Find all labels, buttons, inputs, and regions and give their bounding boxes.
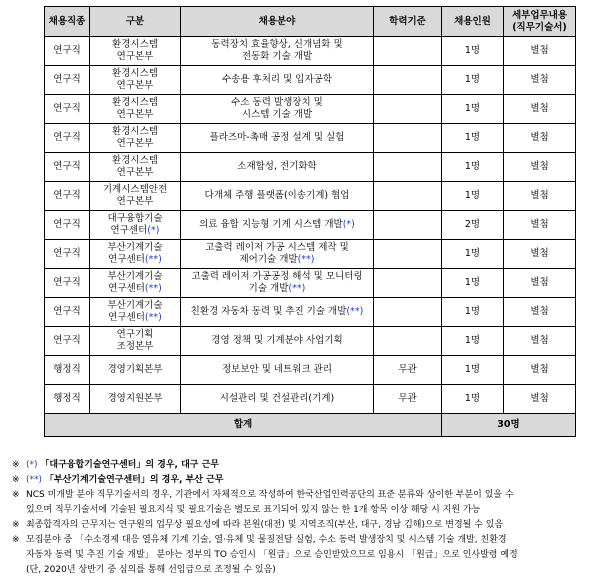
division-cell — [90, 66, 181, 95]
field-text: 수소 동력 발생장치 및 시스템 기술 개발 — [231, 97, 323, 120]
field-text: 경영 정책 및 기계분야 사업기획 — [211, 335, 343, 346]
field-mark: (*) — [342, 219, 355, 230]
table-row — [45, 153, 576, 182]
note-bold-text: 「부산기계기술연구센터」의 경우, 부산 근무 — [44, 475, 224, 485]
note-body — [26, 458, 587, 473]
education-cell — [374, 153, 442, 182]
note-mark: ※ — [12, 475, 20, 485]
column-header: 구분 — [90, 7, 181, 37]
detail-cell: 별첨 — [504, 37, 576, 66]
field-mark: (**) — [346, 306, 364, 317]
headcount-cell: 1명 — [442, 124, 504, 153]
field-cell — [181, 37, 374, 66]
note-item — [12, 458, 587, 473]
headcount-cell: 1명 — [442, 269, 504, 298]
job-category-cell: 행정직 — [45, 385, 90, 414]
detail-cell: 별첨 — [504, 153, 576, 182]
field-text: 친환경 자동차 동력 및 추진 기술 개발 — [190, 306, 347, 317]
division-text: 환경시스템 연구본부 — [112, 155, 158, 178]
job-category-cell: 연구직 — [45, 66, 90, 95]
education-cell — [374, 95, 442, 124]
division-text: 기계시스템안전 연구본부 — [102, 184, 168, 207]
headcount-cell: 2명 — [442, 211, 504, 240]
field-text: 고출력 레이저 가공 시스템 제작 및 제어기술 개발 — [205, 242, 349, 265]
headcount-cell: 1명 — [442, 182, 504, 211]
note-bold-text: 「대구융합기술연구센터」의 경우, 대구 근무 — [40, 460, 220, 470]
note-item — [12, 518, 587, 533]
total-row — [45, 414, 576, 437]
total-label: 합계 — [45, 414, 442, 437]
division-mark: (*) — [147, 225, 160, 236]
division-cell — [90, 124, 181, 153]
table-row — [45, 298, 576, 327]
division-cell — [90, 211, 181, 240]
field-cell — [181, 385, 374, 414]
field-cell — [181, 95, 374, 124]
division-text: 환경시스템 연구본부 — [112, 39, 158, 62]
note-mark: ※ — [12, 535, 20, 545]
detail-cell: 별첨 — [504, 211, 576, 240]
detail-cell: 별첨 — [504, 269, 576, 298]
division-cell — [90, 153, 181, 182]
division-text: 경영기획본부 — [107, 364, 163, 375]
table-row — [45, 124, 576, 153]
field-mark: (**) — [297, 254, 315, 265]
field-text: 정보보안 및 네트워크 관리 — [221, 364, 332, 375]
job-category-cell: 연구직 — [45, 298, 90, 327]
education-cell — [374, 66, 442, 95]
detail-cell: 별첨 — [504, 240, 576, 269]
detail-cell: 별첨 — [504, 385, 576, 414]
job-category-cell: 연구직 — [45, 327, 90, 356]
field-cell — [181, 298, 374, 327]
detail-cell: 별첨 — [504, 298, 576, 327]
field-cell — [181, 240, 374, 269]
field-cell — [181, 124, 374, 153]
table-row — [45, 95, 576, 124]
division-text: 부산기계기술 연구센터 — [107, 300, 163, 323]
education-cell — [374, 327, 442, 356]
education-cell — [374, 240, 442, 269]
note-item — [12, 533, 587, 578]
note-text: NCS 미개발 분야 직무기술서의 경우, 기관에서 자체적으로 작성하여 한국산업인력공단의 표준 분류와 상이한 부분이 있을 수 있으며 직무기술서에 기술된 필요지식 및 필요기술은 별도로 표기되어 있지 않는 한 1개 항목 이상 해당 시 지원 가능 — [26, 490, 514, 515]
job-category-cell: 연구직 — [45, 153, 90, 182]
notes-section — [12, 458, 587, 578]
field-text: 고출력 레이저 가공공정 해석 및 모니터링 기술 개발 — [191, 271, 363, 294]
field-cell — [181, 153, 374, 182]
job-category-cell: 행정직 — [45, 356, 90, 385]
division-text: 경영지원본부 — [107, 393, 163, 404]
division-cell — [90, 240, 181, 269]
detail-cell: 별첨 — [504, 182, 576, 211]
field-cell — [181, 182, 374, 211]
headcount-cell: 1명 — [442, 356, 504, 385]
field-text: 다개체 주행 플랫폼(이송기계) 협업 — [204, 190, 350, 201]
column-header: 채용직종 — [45, 7, 90, 37]
division-cell — [90, 269, 181, 298]
field-text: 플라즈마-촉매 공정 설계 및 실험 — [209, 132, 345, 143]
education-cell: 무관 — [374, 356, 442, 385]
education-cell — [374, 124, 442, 153]
field-text: 동력장치 효율향상, 신개념화 및 전동화 기술 개발 — [211, 39, 343, 62]
note-item — [12, 488, 587, 518]
field-cell — [181, 327, 374, 356]
total-value: 30명 — [442, 414, 576, 437]
division-cell — [90, 298, 181, 327]
division-mark: (**) — [144, 254, 162, 265]
division-cell — [90, 37, 181, 66]
education-cell — [374, 298, 442, 327]
recruitment-table — [44, 6, 576, 437]
field-text: 수송용 후처리 및 입자공학 — [221, 74, 332, 85]
detail-cell: 별첨 — [504, 66, 576, 95]
field-cell — [181, 356, 374, 385]
education-cell — [374, 269, 442, 298]
education-cell — [374, 182, 442, 211]
education-cell: 무관 — [374, 385, 442, 414]
division-mark: (**) — [144, 312, 162, 323]
division-text: 환경시스템 연구본부 — [112, 126, 158, 149]
division-text: 부산기계기술 연구센터 — [107, 271, 163, 294]
division-text: 연구기획 조정본부 — [116, 329, 154, 352]
division-mark: (**) — [144, 283, 162, 294]
table-row — [45, 37, 576, 66]
table-row — [45, 66, 576, 95]
column-header: 학력기준 — [374, 7, 442, 37]
field-cell — [181, 211, 374, 240]
education-cell — [374, 211, 442, 240]
table-row — [45, 182, 576, 211]
table-row — [45, 211, 576, 240]
column-header: 채용분야 — [181, 7, 374, 37]
note-mark: ※ — [12, 460, 20, 470]
division-text: 대구융합기술 연구센터 — [107, 213, 163, 236]
headcount-cell: 1명 — [442, 37, 504, 66]
note-prefix: (**) — [26, 475, 43, 485]
table-row — [45, 356, 576, 385]
education-cell — [374, 37, 442, 66]
division-cell — [90, 356, 181, 385]
field-text: 의료 융합 지능형 기계 시스템 개발 — [199, 219, 343, 230]
field-text: 시설관리 및 건설관리(기계) — [219, 393, 335, 404]
note-text: 모집분야 중 「수소경제 대응 열유체 기계 기술, 열·유체 및 물질전달 실험, 수소 동력 발생장치 및 시스템 기술 개발, 친환경 자동차 동력 및 추진 기술 개발」 분야는 정부의 TO 승인시 「원급」으로 승인받았으므로 임용시 「원급」으로 인사발령 예정 (단, 2020년 상반기 중 심의를 통해 선임급으로 조정될 수 있음) — [26, 535, 518, 575]
detail-cell: 별첨 — [504, 95, 576, 124]
note-mark: ※ — [12, 520, 20, 530]
division-text: 환경시스템 연구본부 — [112, 68, 158, 91]
note-item — [12, 473, 587, 488]
headcount-cell: 1명 — [442, 240, 504, 269]
field-mark: (**) — [288, 283, 306, 294]
headcount-cell: 1명 — [442, 327, 504, 356]
job-category-cell: 연구직 — [45, 182, 90, 211]
job-category-cell: 연구직 — [45, 95, 90, 124]
division-cell — [90, 182, 181, 211]
division-cell — [90, 327, 181, 356]
job-category-cell: 연구직 — [45, 211, 90, 240]
division-text: 부산기계기술 연구센터 — [107, 242, 163, 265]
division-cell — [90, 385, 181, 414]
note-mark: ※ — [12, 490, 20, 500]
detail-cell: 별첨 — [504, 124, 576, 153]
field-text: 소재합성, 전기화학 — [237, 161, 317, 172]
note-text: 최종합격자의 근무지는 연구원의 업무상 필요성에 따라 본원(대전) 및 지역조직(부산, 대구, 경남 김해)으로 변경될 수 있음 — [26, 520, 504, 530]
job-category-cell: 연구직 — [45, 269, 90, 298]
detail-cell: 별첨 — [504, 327, 576, 356]
division-text: 환경시스템 연구본부 — [112, 97, 158, 120]
table-row — [45, 269, 576, 298]
job-category-cell: 연구직 — [45, 124, 90, 153]
field-cell — [181, 269, 374, 298]
column-header: 세부업무내용 (직무기술서) — [504, 7, 576, 37]
headcount-cell: 1명 — [442, 95, 504, 124]
table-header-row — [45, 7, 576, 37]
detail-cell: 별첨 — [504, 356, 576, 385]
note-body — [26, 533, 587, 578]
headcount-cell: 1명 — [442, 298, 504, 327]
field-cell — [181, 66, 374, 95]
note-body — [26, 518, 587, 533]
note-prefix: (*) — [26, 460, 38, 470]
table-row — [45, 240, 576, 269]
headcount-cell: 1명 — [442, 385, 504, 414]
column-header: 채용인원 — [442, 7, 504, 37]
table-row — [45, 385, 576, 414]
headcount-cell: 1명 — [442, 66, 504, 95]
note-body — [26, 473, 587, 488]
job-category-cell: 연구직 — [45, 240, 90, 269]
division-cell — [90, 95, 181, 124]
job-category-cell: 연구직 — [45, 37, 90, 66]
note-body — [26, 488, 587, 518]
table-row — [45, 327, 576, 356]
headcount-cell: 1명 — [442, 153, 504, 182]
